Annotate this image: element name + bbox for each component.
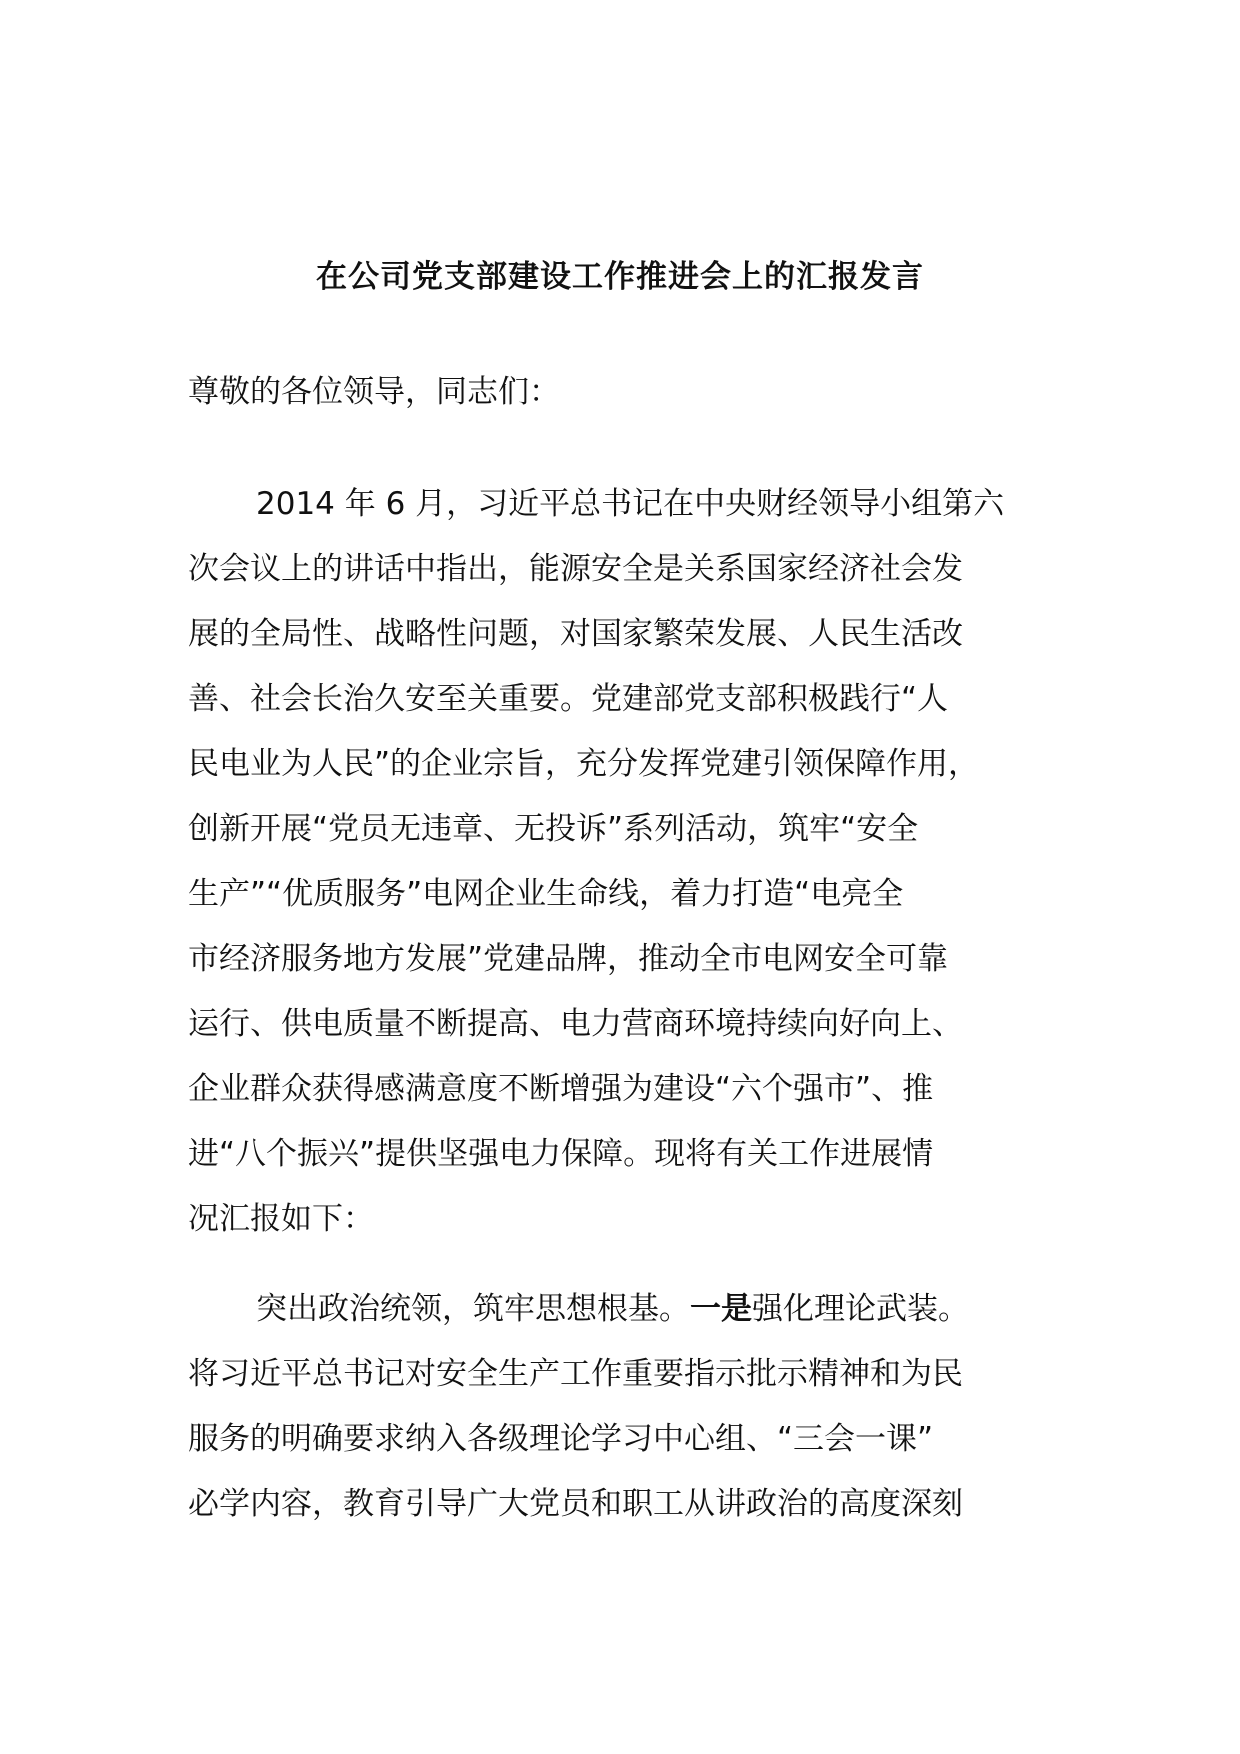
- salutation: 尊敬的各位领导，同志们：: [188, 374, 560, 410]
- paragraph-line: 创新开展“党员无违章、无投诉”系列活动，筑牢“安全: [188, 811, 919, 847]
- section-heading-text: 突出政治统领，筑牢思想根基。: [256, 1291, 690, 1327]
- paragraph-line: [188, 1277, 1088, 1342]
- ordinal-lead: 一是: [690, 1291, 752, 1327]
- paragraph-2: [188, 1277, 1088, 1537]
- paragraph-line: 民电业为人民”的企业宗旨，充分发挥党建引领保障作用，: [188, 746, 980, 782]
- paragraph-line: 必学内容，教育引导广大党员和职工从讲政治的高度深刻: [188, 1486, 963, 1522]
- paragraph-line: 况汇报如下：: [188, 1201, 374, 1237]
- paragraph-line: 次会议上的讲话中指出，能源安全是关系国家经济社会发: [188, 551, 963, 587]
- paragraph-line: 2014 年 6 月，习近平总书记在中央财经领导小组第六: [256, 486, 1005, 522]
- document-title: 在公司党支部建设工作推进会上的汇报发言: [316, 259, 924, 295]
- paragraph-line: 展的全局性、战略性问题，对国家繁荣发展、人民生活改: [188, 616, 963, 652]
- paragraph-line: 善、社会长治久安至关重要。党建部党支部积极践行“人: [188, 681, 949, 717]
- paragraph-line: 企业群众获得感满意度不断增强为建设“六个强市”、推: [188, 1071, 934, 1107]
- paragraph-line: 服务的明确要求纳入各级理论学习中心组、“三会一课”: [188, 1421, 934, 1457]
- paragraph-line: 运行、供电质量不断提高、电力营商环境持续向好向上、: [188, 1006, 963, 1042]
- paragraph-line: 市经济服务地方发展”党建品牌，推动全市电网安全可靠: [188, 941, 949, 977]
- subsection-heading-text: 强化理论武装。: [752, 1291, 969, 1327]
- paragraph-line: 将习近平总书记对安全生产工作重要指示批示精神和为民: [188, 1356, 963, 1392]
- paragraph-line: 进“八个振兴”提供坚强电力保障。现将有关工作进展情: [188, 1136, 934, 1172]
- paragraph-line: 生产”“优质服务”电网企业生命线，着力打造“电亮全: [188, 876, 904, 912]
- paragraph-1: [188, 472, 1088, 1252]
